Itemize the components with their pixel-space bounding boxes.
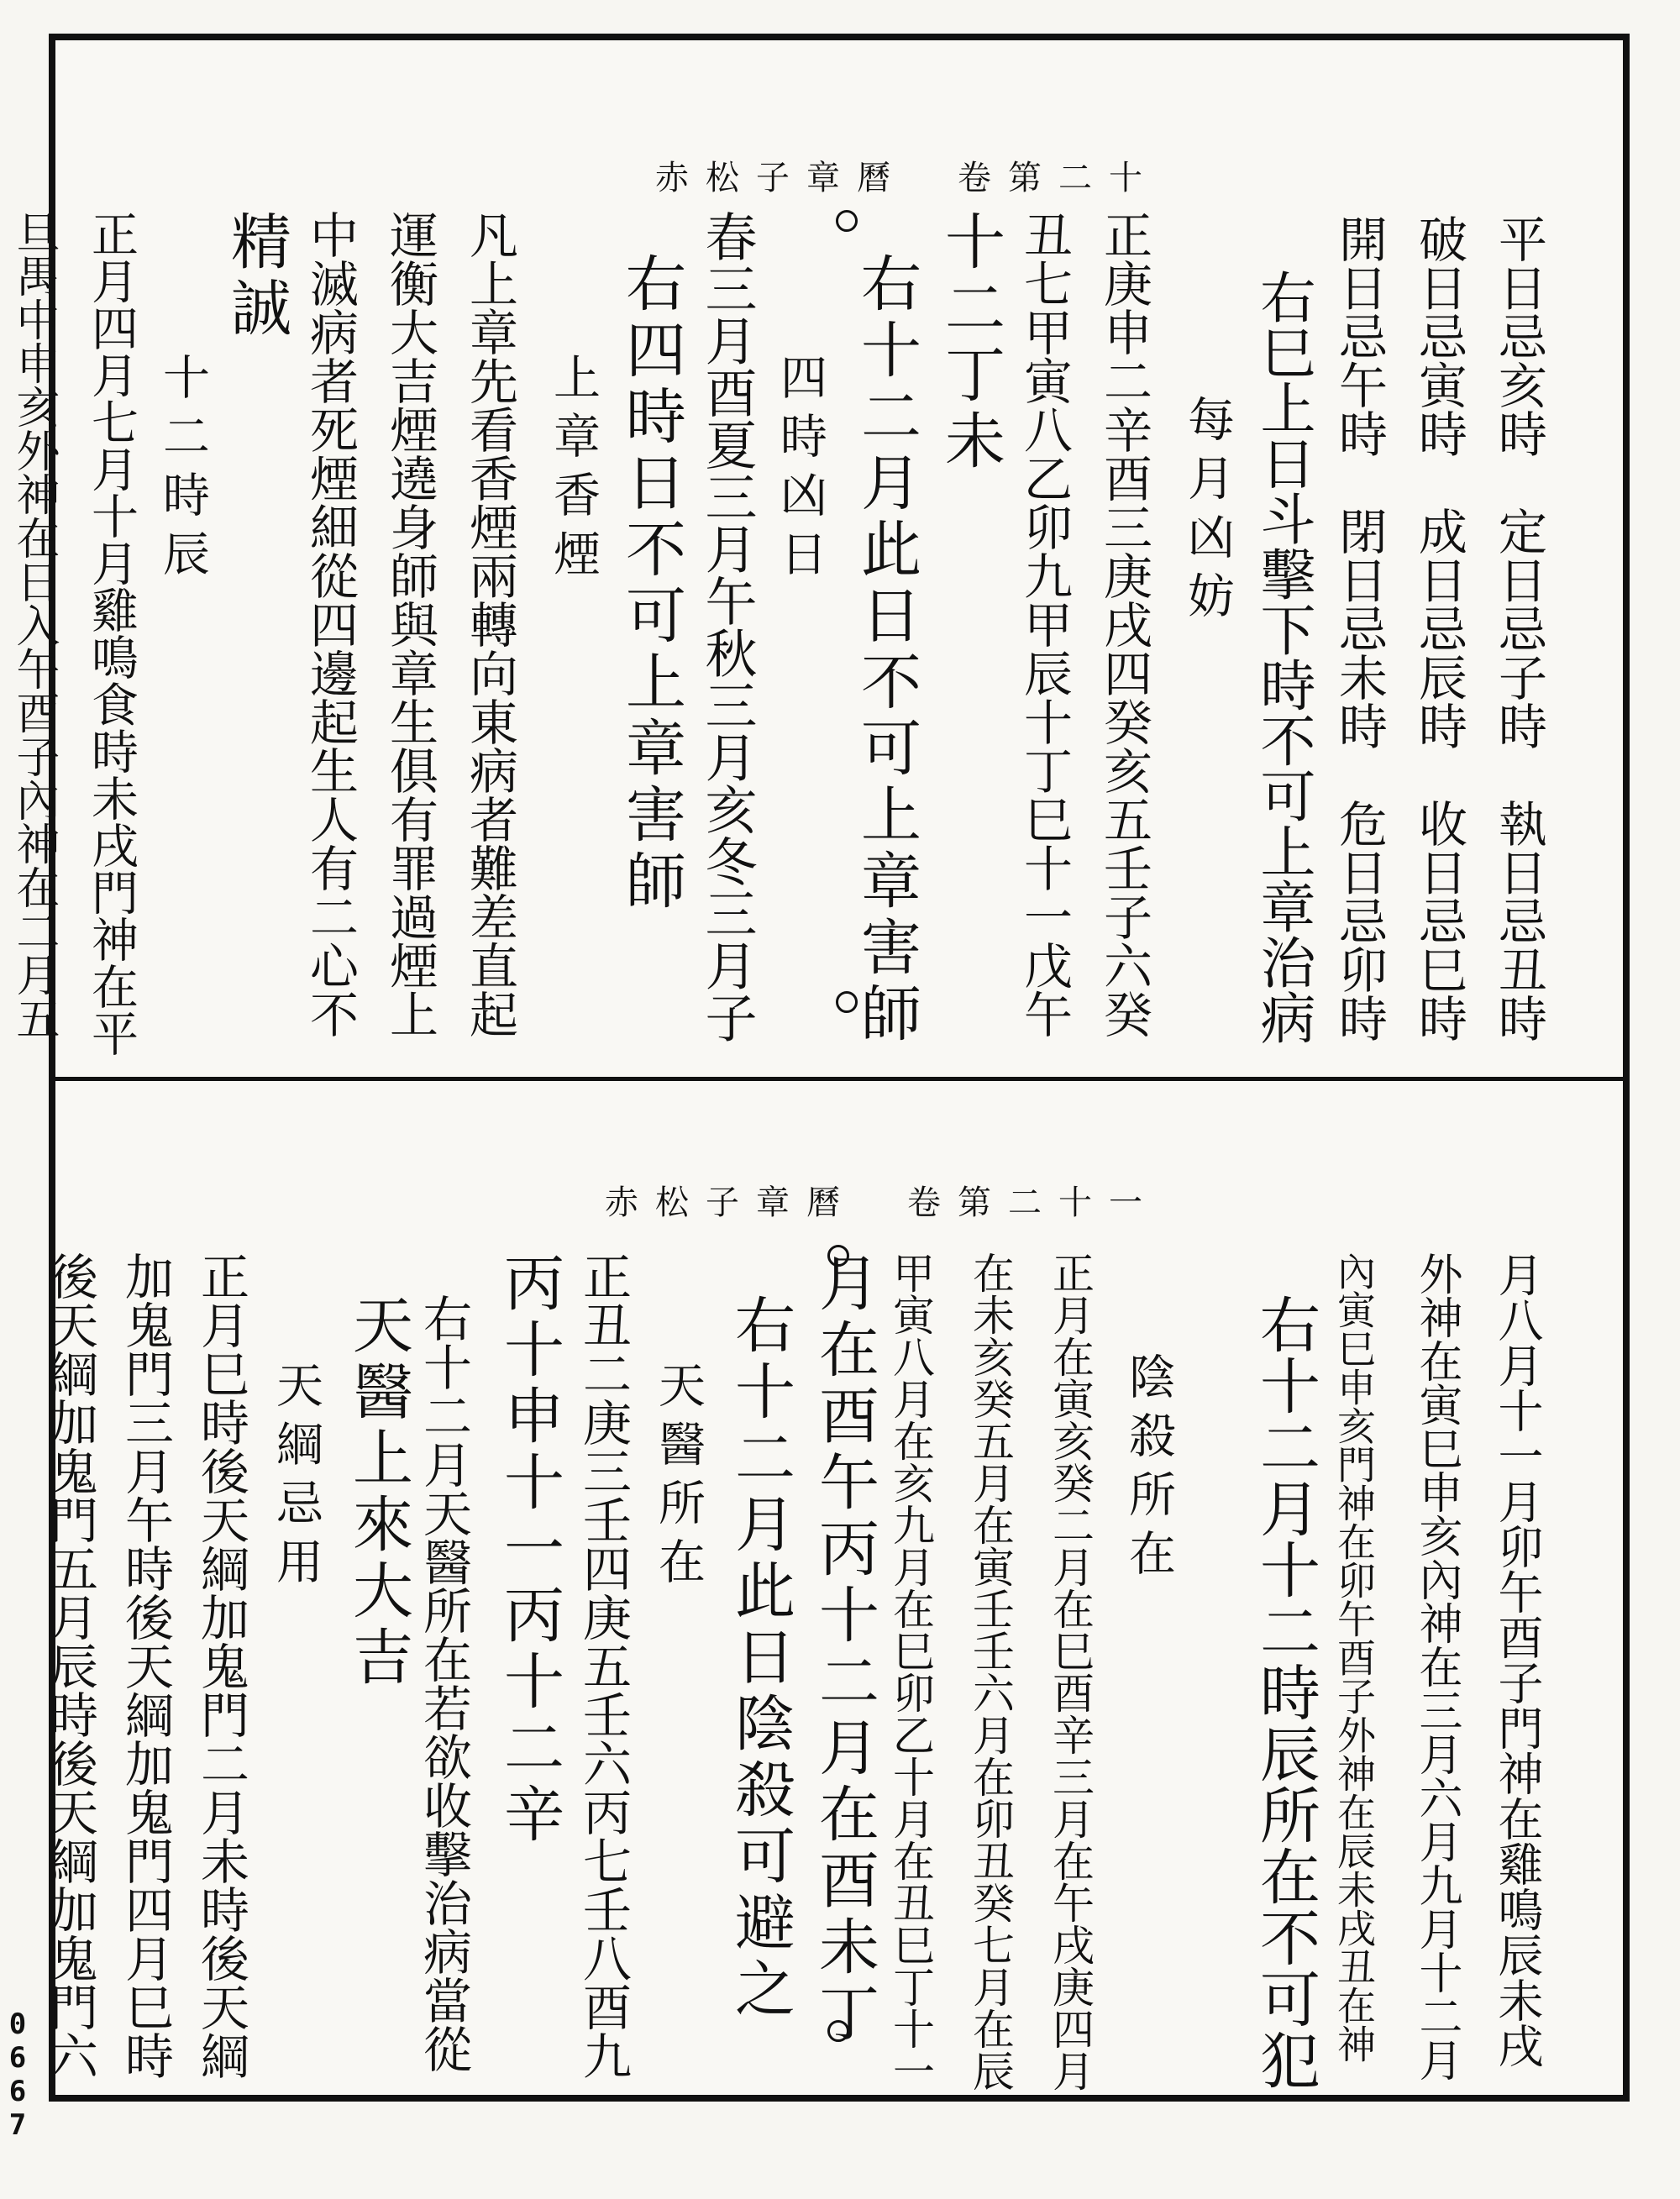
top-column: 右巳上日斗擊下時不可上章治病 (1251, 269, 1315, 1045)
top-column: 丑七甲寅八乙卯九甲辰十丁巳十一戊午 (1016, 210, 1073, 1038)
bottom-column: 正丑二庚三壬四庚五壬六丙七壬八酉九 (575, 1252, 632, 2080)
bottom-column: 右十二月十二時辰所在不可犯 (1250, 1294, 1320, 2091)
bottom-column: 月八月十一月卯午酉子門神在雞鳴辰未戌 (1491, 1252, 1544, 2068)
bottom-column: 右十二月此日陰殺可避之 (725, 1294, 795, 2023)
bottom-column: 天綱忌用 (269, 1361, 323, 1596)
top-column: 正庚申二辛酉三庚戌四癸亥五壬子六癸 (1095, 210, 1152, 1038)
top-margin-circle (836, 991, 858, 1013)
top-column: 正月四月七月十月雞鳴食時未戌門神在平 (84, 210, 139, 1057)
bottom-column: 陰殺所在 (1121, 1352, 1176, 1588)
top-running-header: 赤松子章曆 卷第二十 (655, 159, 1159, 197)
top-column: 凡上章先看香煙兩轉向東病者難差直起 (461, 210, 518, 1038)
top-column: 開日忌午時 閉日忌未時 危日忌卯時 (1331, 214, 1388, 1042)
bottom-column: 月在酉午丙十二月在酉未丁 (809, 1252, 879, 2048)
bottom-column: 正月巳時後天綱加鬼門二月未時後天綱 (192, 1252, 249, 2080)
top-column: 十二時辰 (155, 353, 210, 588)
top-column: 右十二月此日不可上章害師 (851, 252, 921, 1048)
bottom-column: 外神在寅巳申亥內神在三月六月九月十二月 (1411, 1252, 1462, 2081)
top-column: 旦禺中申亥外神在日入午酉子內神在二月五 (8, 210, 59, 1040)
top-margin-circle (836, 210, 858, 232)
top-column: 四時凶日 (773, 353, 827, 588)
page-number: 0667 (1, 2007, 34, 2142)
bottom-margin-circle (827, 2020, 849, 2042)
bottom-column: 內寅巳申亥門神在卯午酉子外神在辰未戌丑在神 (1331, 1252, 1377, 2063)
bottom-column: 在未亥癸五月在寅壬壬六月在卯丑癸七月在辰 (966, 1252, 1015, 2091)
bottom-column: 甲寅八月在亥九月在巳卯乙十月在丑巳丁十一 (886, 1252, 935, 2091)
top-column: 上章香煙 (546, 353, 601, 588)
bottom-column: 天醫所在 (651, 1361, 706, 1596)
bottom-column: 天醫上來大吉 (343, 1294, 413, 1692)
top-column: 精誠 (221, 210, 291, 343)
top-column: 破日忌寅時 成日忌辰時 收日忌巳時 (1410, 214, 1467, 1042)
bottom-column: 右十二月天醫所在若欲收擊治病當從 (415, 1294, 472, 2073)
panel-divider (49, 1077, 1630, 1081)
top-column: 右四時日不可上章害師 (616, 252, 686, 916)
top-column: 春三月酉夏三月午秋三月亥冬三月子 (696, 210, 758, 1043)
bottom-column: 後天綱加鬼門五月辰時後天綱加鬼門六 (41, 1252, 98, 2080)
bottom-margin-circle (827, 1245, 849, 1267)
bottom-column: 丙十申十一丙十二辛 (494, 1252, 564, 1849)
bottom-column: 加鬼門三月午時後天綱加鬼門四月巳時 (117, 1252, 174, 2080)
bottom-column: 正月在寅亥癸二月在巳酉辛三月在午戌庚四月 (1046, 1252, 1095, 2091)
top-column: 平日忌亥時 定日忌子時 執日忌丑時 (1490, 214, 1547, 1042)
bottom-running-header: 赤松子章曆 卷第二十一 (605, 1183, 1159, 1222)
top-column: 中滅病者死煙細從四邊起生人有二心不 (302, 210, 359, 1038)
top-column: 十二丁未 (935, 210, 1005, 475)
top-column: 每月凶妨 (1180, 395, 1235, 630)
top-column: 運衡大吉煙遶身師與章生俱有罪過煙上 (381, 210, 438, 1038)
